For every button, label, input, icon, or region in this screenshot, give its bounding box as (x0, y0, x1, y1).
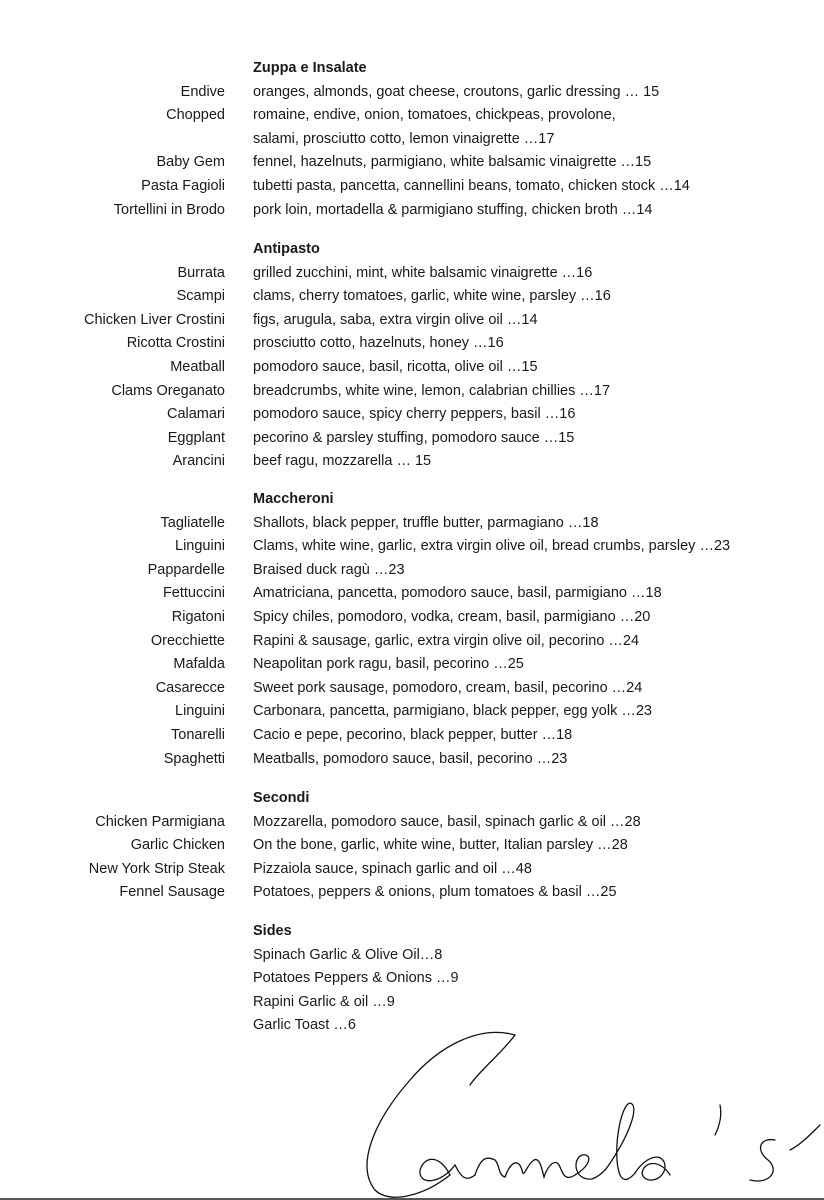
menu-item-name: Linguini (175, 538, 225, 555)
menu-item-description: pomodoro sauce, spicy cherry peppers, basil …16 (253, 406, 576, 423)
menu-item-description: Sweet pork sausage, pomodoro, cream, basil, pecorino …24 (253, 679, 643, 696)
menu-item-name: Chicken Parmigiana (95, 813, 225, 830)
menu-item-description: Spicy chiles, pomodoro, vodka, cream, basil, parmigiano …20 (253, 609, 651, 625)
menu-item-name: Garlic Chicken (130, 837, 225, 854)
menu-item-description: pork loin, mortadella & parmigiano stuffing, chicken broth …14 (253, 201, 653, 218)
menu-item-description: grilled zucchini, mint, white balsamic vinaigrette …16 (253, 264, 593, 281)
menu-item-name: Chicken Liver Crostini (83, 311, 225, 328)
menu-item-description: fennel, hazelnuts, parmigiano, white balsamic vinaigrette …15 (253, 154, 652, 171)
menu-item-name: Mafalda (173, 656, 225, 673)
menu-item-description: Potatoes, peppers & onions, plum tomatoes & basil …25 (253, 884, 617, 901)
menu-item-name: Tortellini in Brodo (113, 201, 225, 218)
menu-item-name: Spaghetti (163, 750, 225, 767)
menu-item-name: Burrata (177, 264, 225, 281)
menu-item-name: Rigatoni (171, 609, 225, 625)
menu-item-description: Rapini & sausage, garlic, extra virgin olive oil, pecorino …24 (253, 632, 640, 649)
menu-item-description: Cacio e pepe, pecorino, black pepper, butter …18 (253, 727, 573, 743)
menu-item-name: Endive (180, 83, 225, 100)
menu-item-name: Casarecce (155, 679, 225, 696)
menu-item-name: Pappardelle (147, 561, 225, 578)
section-title: Zuppa e Insalate (253, 60, 367, 76)
side-item: Spinach Garlic & Olive Oil…8 (253, 946, 443, 963)
menu-item-name: Ricotta Crostini (126, 335, 225, 352)
menu-item-name: Fennel Sausage (119, 884, 225, 901)
menu-item-name: New York Strip Steak (88, 860, 225, 877)
menu-item-name: Fettuccini (162, 585, 225, 602)
carmelas-signature (330, 1025, 824, 1200)
menu-item-description: Neapolitan pork ragu, basil, pecorino …25 (253, 656, 524, 673)
menu-item-description: salami, prosciutto cotto, lemon vinaigrette …17 (253, 130, 555, 147)
menu-item-description: Pizzaiola sauce, spinach garlic and oil …48 (253, 860, 532, 877)
menu-item-name: Baby Gem (156, 154, 225, 171)
menu-item-name: Linguini (175, 703, 225, 720)
menu-item-name: Orecchiette (150, 632, 225, 649)
menu-item-description: Carbonara, pancetta, parmigiano, black pepper, egg yolk …23 (253, 703, 652, 720)
menu-item-name: Tagliatelle (160, 514, 225, 531)
menu-item-name: Tonarelli (171, 727, 225, 743)
menu-item-description: tubetti pasta, pancetta, cannellini beans, tomato, chicken stock …14 (253, 178, 690, 194)
section-title: Secondi (253, 790, 310, 806)
menu-item-description: prosciutto cotto, hazelnuts, honey …16 (253, 335, 504, 352)
side-item: Rapini Garlic & oil …9 (253, 993, 395, 1010)
menu-item-name: Scampi (176, 288, 225, 305)
menu-item-description: romaine, endive, onion, tomatoes, chickpeas, provolone, (253, 107, 616, 124)
menu-item-description: oranges, almonds, goat cheese, croutons, garlic dressing … 15 (253, 83, 660, 100)
section-title: Antipasto (253, 241, 320, 257)
menu-item-name: Calamari (166, 406, 225, 423)
side-item: Garlic Toast …6 (253, 1017, 356, 1034)
menu-item-description: pecorino & parsley stuffing, pomodoro sauce …15 (253, 429, 575, 446)
menu-item-description: Braised duck ragù …23 (253, 561, 405, 578)
menu-item-description: breadcrumbs, white wine, lemon, calabrian chillies …17 (253, 382, 611, 399)
menu-item-description: pomodoro sauce, basil, ricotta, olive oil …15 (253, 359, 538, 375)
menu-item-name: Meatball (170, 359, 225, 375)
menu-item-description: Mozzarella, pomodoro sauce, basil, spinach garlic & oil …28 (253, 813, 641, 830)
menu-item-description: Amatriciana, pancetta, pomodoro sauce, basil, parmigiano …18 (253, 585, 662, 602)
menu-item-description: beef ragu, mozzarella … 15 (253, 453, 432, 470)
menu-item-description: Shallots, black pepper, truffle butter, parmagiano …18 (253, 514, 599, 531)
side-item: Potatoes Peppers & Onions …9 (253, 970, 459, 987)
menu-item-description: Clams, white wine, garlic, extra virgin olive oil, bread crumbs, parsley …23 (253, 538, 731, 555)
menu-item-name: Clams Oreganato (111, 382, 225, 399)
menu-item-description: clams, cherry tomatoes, garlic, white wine, parsley …16 (253, 288, 611, 305)
menu-item-description: On the bone, garlic, white wine, butter, Italian parsley …28 (253, 837, 628, 854)
menu-item-name: Arancini (172, 453, 225, 470)
menu-item-name: Pasta Fagioli (141, 178, 225, 194)
section-title: Maccheroni (253, 491, 334, 507)
section-title: Sides (253, 923, 292, 939)
menu-item-name: Chopped (166, 107, 225, 124)
menu-item-description: Meatballs, pomodoro sauce, basil, pecorino …23 (253, 750, 568, 767)
menu-item-description: figs, arugula, saba, extra virgin olive oil …14 (253, 311, 538, 328)
menu-item-name: Eggplant (167, 429, 225, 446)
